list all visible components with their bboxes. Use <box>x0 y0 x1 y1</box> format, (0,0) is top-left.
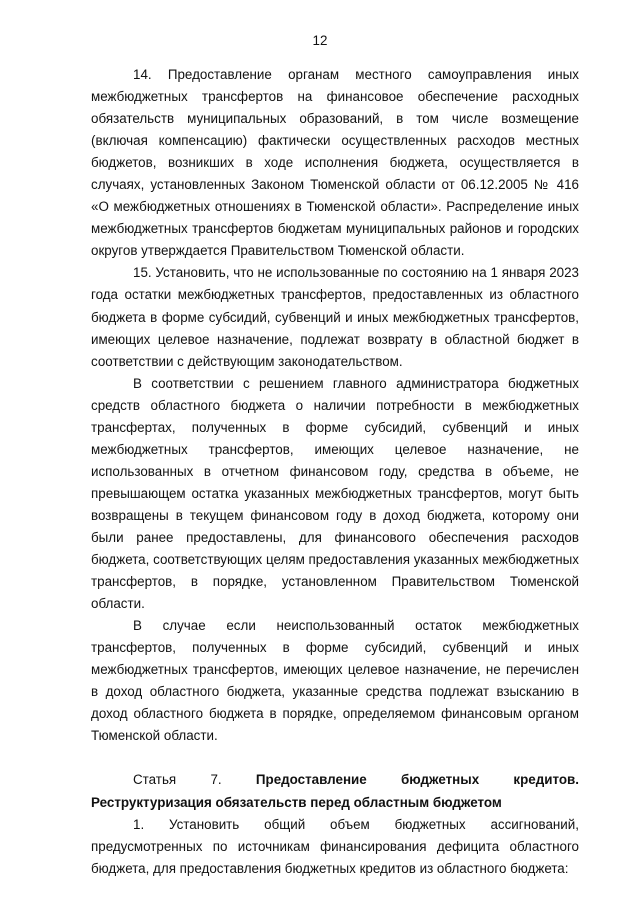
document-body <box>91 64 579 880</box>
paragraph-15-recovery: В случае если неиспользованный остаток межбюджетных трансфертов, полученных в форме субсидий, субвенций и иных межбюджетных трансфертов, имеющих целевое назначение, не перечислен в доход областного бюджета, указанные средства подлежат взысканию в доход областного бюджета в порядке, определяемом финансовым органом Тюменской области. <box>91 618 579 744</box>
paragraph-15-return-rules: В соответствии с решением главного администратора бюджетных средств областного бюджета о наличии потребности в межбюджетных трансфертах, полученных в форме субсидий, субвенций и иных межбюджетных трансфертов, имеющих целевое назначение, не использованных в отчетном финансовом году, средства в объеме, не превышающем остатка указанных межбюджетных трансфертов, могут быть возвращены в текущем финансовом году в доход бюджета, которому они были ранее предоставлены, для финансового обеспечения расходов бюджета, соответствующих целям предоставления указанных межбюджетных трансфертов, в порядке, установленном Правительством Тюменской области. <box>91 375 579 612</box>
paragraph-15: 15. Установить, что не использованные по состоянию на 1 января 2023 года остатки межбюджетных трансфертов, предоставленных из областного бюджета в форме субсидий, субвенций и иных межбюджетных трансфертов, имеющих целевое назначение, подлежат возврату в областной бюджет в соответствии с действующим законодательством. <box>91 265 579 369</box>
paragraph-14: 14. Предоставление органам местного самоуправления иных межбюджетных трансфертов на финансовое обеспечение расходных обязательств муниципальных образований, в том числе возмещение (включая компенсацию) фактически осуществленных расходов местных бюджетов, возникших в ходе исполнения бюджета, осуществляется в случаях, установленных Законом Тюменской области от 06.12.2005 № 416 «О межбюджетных отношениях в Тюменской области». Распределение иных межбюджетных трансфертов бюджетам муниципальных районов и городских округов утверждается Правительством Тюменской области. <box>91 67 579 259</box>
article-number: Статья 7. <box>133 772 256 788</box>
article-title: Предоставление бюджетных кредитов. Реструктуризация обязательств перед областным бюджетом <box>91 772 579 810</box>
article-7-paragraph-1: 1. Установить общий объем бюджетных ассигнований, предусмотренных по источникам финансирования дефицита областного бюджета, для предоставления бюджетных кредитов из областного бюджета: <box>91 816 579 876</box>
page-number: 12 <box>312 33 328 48</box>
section-gap <box>91 747 579 769</box>
article-heading <box>91 769 579 813</box>
